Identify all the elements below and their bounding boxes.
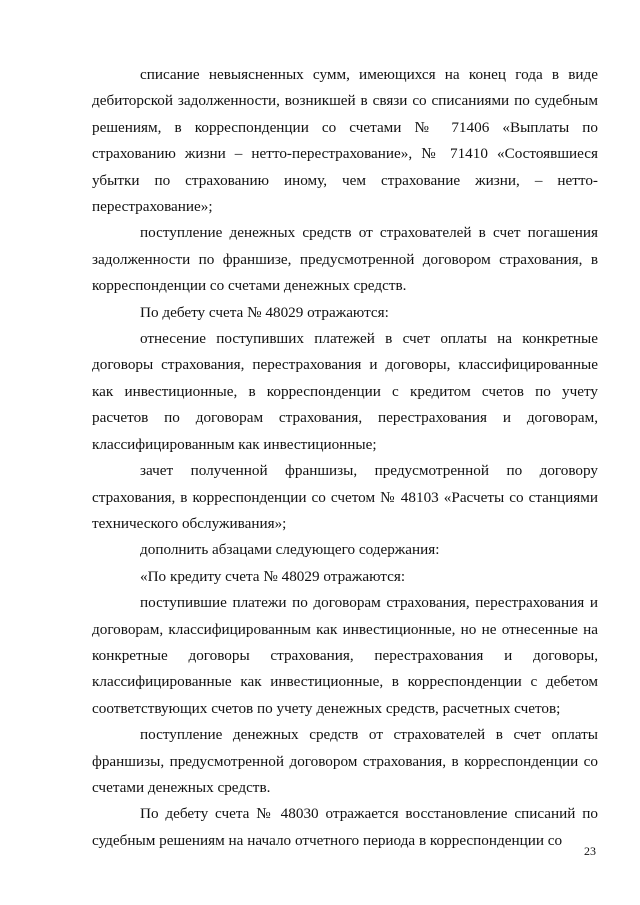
paragraph-amendment-intro: дополнить абзацами следующего содержания: <box>140 541 440 559</box>
paragraph-unallocated-payments: поступившие платежи по договорам страхования, перестрахования и договорам, классифицированным как инвестиционные, но не отнесенные на конкретные договоры страхования, перестрахования и договоры, классифицированные как инвестиционные, в корреспонденции с дебетом соответствующих счетов по учету денежных средств, расчетных счетов; <box>92 594 598 717</box>
page-number: 23 <box>584 844 596 858</box>
paragraph-debit-48029-heading: По дебету счета № 48029 отражаются: <box>140 303 389 321</box>
document-body <box>92 62 598 854</box>
paragraph-deductible-payment-receipts: поступление денежных средств от страхователей в счет оплаты франшизы, предусмотренной договором страхования, в корреспонденции со счетами денежных средств. <box>92 726 598 796</box>
paragraph-credit-48029-heading: «По кредиту счета № 48029 отражаются: <box>140 567 406 585</box>
paragraph-deductible-debt-receipts: поступление денежных средств от страхователей в счет погашения задолженности по франшизе, предусмотренной договором страхования, в корреспонденции со счетами денежных средств. <box>92 224 598 295</box>
paragraph-payment-allocation: отнесение поступивших платежей в счет оплаты на конкретные договоры страхования, перестрахования и договоры, классифицированные как инвестиционные, в корреспонденции с кредитом счетов по учету расчетов по договорам страхования, перестрахования и договорам, классифицированным как инвестиционные; <box>92 330 598 453</box>
paragraph-writeoff-unclear-sums: списание невыясненных сумм, имеющихся на конец года в виде дебиторской задолженности, возникшей в связи со списаниями по судебным решениям, в корреспонденции со счетами № 71406 «Выплаты по страхованию жизни – нетто-перестрахование», № 71410 «Состоявшиеся убытки по страхованию иному, чем страхование жизни, – нетто-перестрахование»; <box>92 66 598 216</box>
paragraph-deductible-offset: зачет полученной франшизы, предусмотренной по договору страхования, в корреспонденции со счетом № 48103 «Расчеты со станциями технического обслуживания»; <box>92 462 598 532</box>
paragraph-debit-48030: По дебету счета № 48030 отражается восстановление списаний по судебным решениям на начало отчетного периода в корреспонденции со <box>92 805 598 849</box>
